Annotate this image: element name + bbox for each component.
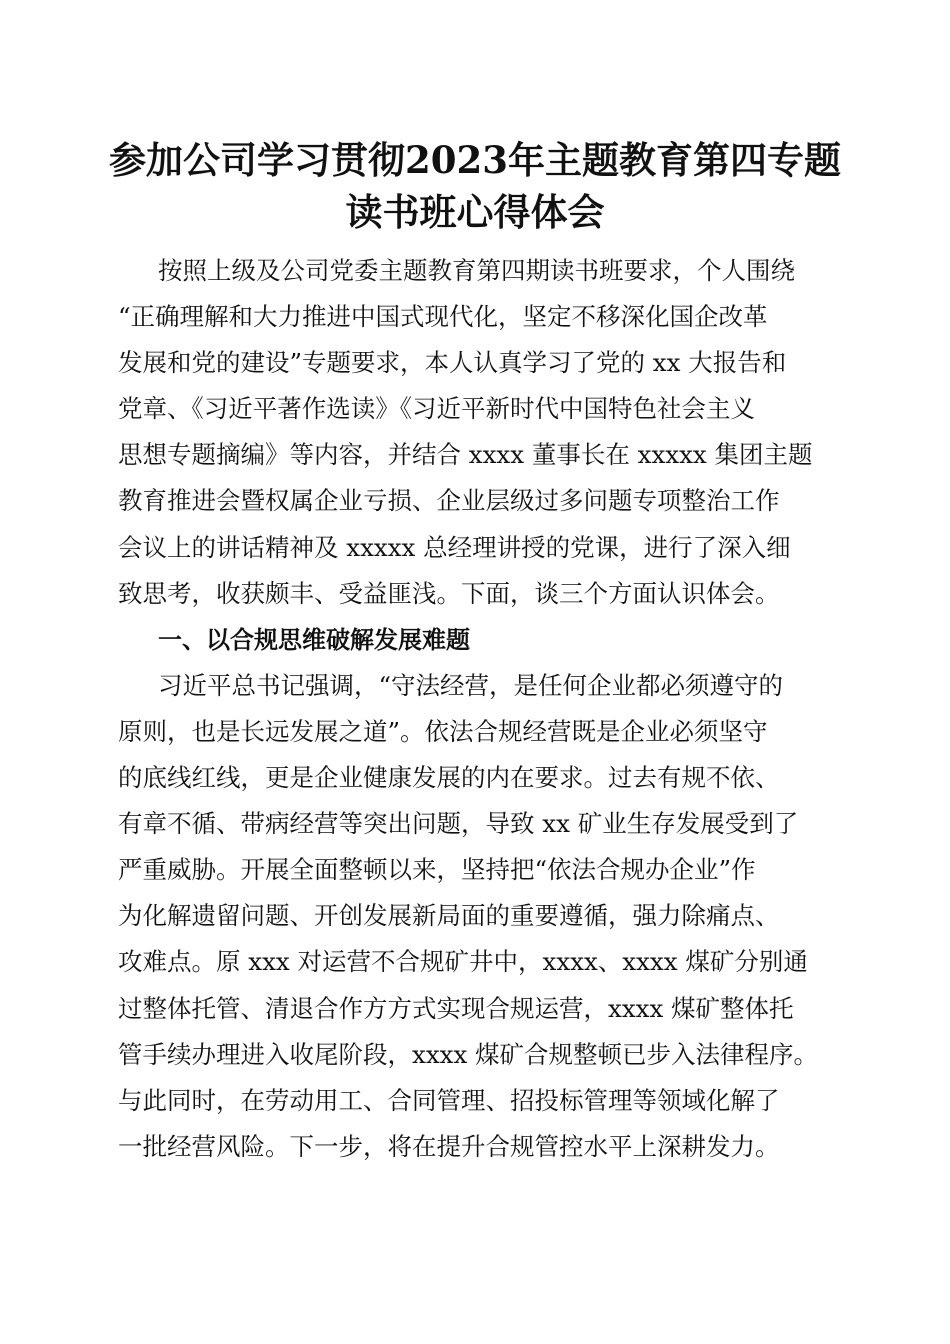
paragraph-line: 教育推进会暨权属企业亏损、企业层级过多问题专项整治工作 xyxy=(118,486,780,516)
paragraph-line: 管手续办理进入收尾阶段，xxxx 煤矿合规整顿已步入法律程序。 xyxy=(118,1039,819,1069)
document-title xyxy=(60,134,890,238)
paragraph-line: “正确理解和大力推进中国式现代化，坚定不移深化国企改革 xyxy=(118,302,768,332)
title-line-1: 参加公司学习贯彻2023年主题教育第四专题 xyxy=(109,138,841,182)
paragraph-2 xyxy=(118,663,838,1170)
paragraph-line: 按照上级及公司党委主题教育第四期读书班要求，个人围绕 xyxy=(158,256,795,285)
document-body xyxy=(118,248,838,1170)
paragraph-line: 严重威胁。开展全面整顿以来，坚持把“依法合规办企业”作 xyxy=(118,855,756,885)
paragraph-line: 发展和党的建设”专题要求，本人认真学习了党的 xx 大报告和 xyxy=(118,348,787,378)
paragraph-line: 与此同时，在劳动用工、合同管理、招投标管理等领域化解了 xyxy=(118,1085,780,1115)
paragraph-line: 思想专题摘编》等内容，并结合 xxxx 董事长在 xxxxx 集团主题 xyxy=(118,440,813,470)
paragraph-line: 党章、《习近平著作选读》《习近平新时代中国特色社会主义 xyxy=(118,394,755,424)
paragraph-line: 攻难点。原 xxx 对运营不合规矿井中，xxxx、xxxx 煤矿分别通 xyxy=(118,947,808,977)
section-heading-1: 一、以合规思维破解发展难题 xyxy=(158,625,470,654)
paragraph-1 xyxy=(118,248,838,617)
paragraph-line: 会议上的讲话精神及 xxxxx 总经理讲授的党课，进行了深入细 xyxy=(118,532,791,562)
paragraph-line: 习近平总书记强调，“守法经营，是任何企业都必须遵守的 xyxy=(158,670,784,700)
paragraph-line: 的底线红线，更是企业健康发展的内在要求。过去有规不依、 xyxy=(118,763,780,793)
paragraph-line: 过整体托管、清退合作方方式实现合规运营，xxxx 煤矿整体托 xyxy=(118,993,794,1023)
paragraph-line: 原则，也是长远发展之道”。依法合规经营既是企业必须坚守 xyxy=(118,716,768,746)
title-line-2: 读书班心得体会 xyxy=(345,190,605,234)
paragraph-line: 致思考，收获颇丰、受益匪浅。下面，谈三个方面认识体会。 xyxy=(118,578,780,608)
paragraph-line: 一批经营风险。下一步，将在提升合规管控水平上深耕发力。 xyxy=(118,1131,780,1161)
paragraph-line: 为化解遗留问题、开创发展新局面的重要遵循，强力除痛点、 xyxy=(118,901,780,931)
paragraph-line: 有章不循、带病经营等突出问题，导致 xx 矿业生存发展受到了 xyxy=(118,809,799,839)
